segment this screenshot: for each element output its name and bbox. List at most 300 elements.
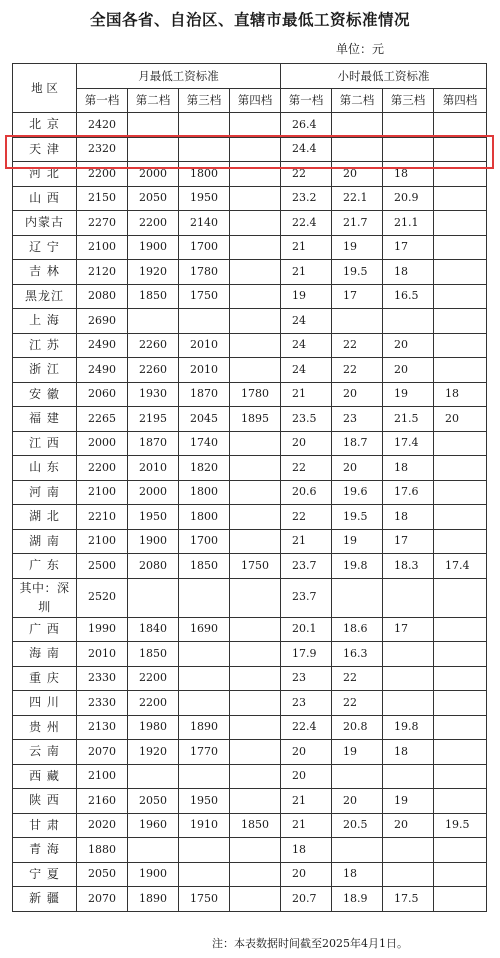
region-name: 北 京	[13, 113, 77, 138]
monthly-wage-cell	[230, 284, 281, 309]
hourly-wage-cell: 20.1	[281, 617, 332, 642]
hourly-wage-cell: 22	[281, 505, 332, 530]
table-row	[13, 715, 487, 740]
hourly-wage-cell: 18	[383, 740, 434, 765]
hourly-wage-cell: 23.7	[281, 554, 332, 579]
table-row	[13, 260, 487, 285]
hourly-wage-cell: 19	[383, 789, 434, 814]
monthly-wage-cell: 1870	[128, 431, 179, 456]
hourly-wage-cell	[383, 666, 434, 691]
hourly-wage-cell	[434, 617, 487, 642]
hourly-wage-cell	[332, 113, 383, 138]
hourly-wage-cell: 21	[281, 529, 332, 554]
hourly-wage-cell: 22.1	[332, 186, 383, 211]
hourly-wage-cell: 20	[281, 740, 332, 765]
table-row	[13, 789, 487, 814]
monthly-wage-cell: 2100	[77, 529, 128, 554]
region-name: 其中：深圳	[13, 578, 77, 617]
monthly-wage-cell: 1900	[128, 862, 179, 887]
hourly-wage-cell: 22	[281, 456, 332, 481]
monthly-wage-cell	[230, 642, 281, 667]
monthly-wage-cell	[230, 309, 281, 334]
hourly-wage-cell: 22	[332, 691, 383, 716]
table-row	[13, 691, 487, 716]
monthly-wage-cell: 1895	[230, 407, 281, 432]
header-monthly: 月最低工资标准	[77, 64, 281, 89]
monthly-wage-cell	[230, 113, 281, 138]
monthly-wage-cell: 2045	[179, 407, 230, 432]
hourly-wage-cell: 20	[434, 407, 487, 432]
region-name: 陕 西	[13, 789, 77, 814]
hourly-wage-cell: 16.3	[332, 642, 383, 667]
monthly-wage-cell	[230, 715, 281, 740]
monthly-wage-cell: 2050	[77, 862, 128, 887]
monthly-wage-cell	[230, 505, 281, 530]
monthly-wage-cell: 2000	[77, 431, 128, 456]
hourly-wage-cell: 18.6	[332, 617, 383, 642]
hourly-wage-cell: 20	[281, 862, 332, 887]
monthly-wage-cell	[230, 358, 281, 383]
table-row	[13, 764, 487, 789]
hourly-wage-cell: 22	[332, 358, 383, 383]
hourly-wage-cell: 18	[383, 456, 434, 481]
monthly-wage-cell: 1920	[128, 740, 179, 765]
hourly-wage-cell: 18.3	[383, 554, 434, 579]
monthly-wage-cell: 1840	[128, 617, 179, 642]
monthly-wage-cell: 2070	[77, 740, 128, 765]
hourly-wage-cell: 17.4	[434, 554, 487, 579]
hourly-wage-cell	[434, 642, 487, 667]
monthly-wage-cell: 2520	[77, 578, 128, 617]
monthly-wage-cell: 2210	[77, 505, 128, 530]
hourly-wage-cell: 17.6	[383, 480, 434, 505]
monthly-wage-cell: 1950	[128, 505, 179, 530]
monthly-wage-cell	[179, 862, 230, 887]
hourly-wage-cell	[434, 715, 487, 740]
hourly-wage-cell: 20.9	[383, 186, 434, 211]
hourly-wage-cell	[434, 887, 487, 912]
region-name: 福 建	[13, 407, 77, 432]
region-name: 河 北	[13, 162, 77, 187]
monthly-wage-cell: 1800	[179, 162, 230, 187]
hourly-wage-cell	[434, 578, 487, 617]
region-name: 黑龙江	[13, 284, 77, 309]
monthly-wage-cell: 2100	[77, 480, 128, 505]
hourly-wage-cell: 21	[281, 382, 332, 407]
monthly-wage-cell: 1990	[77, 617, 128, 642]
table-row	[13, 382, 487, 407]
monthly-wage-cell: 1950	[179, 789, 230, 814]
hourly-wage-cell	[383, 309, 434, 334]
hourly-wage-cell	[434, 235, 487, 260]
header-hourly-tier: 第二档	[332, 89, 383, 113]
hourly-wage-cell: 20.7	[281, 887, 332, 912]
hourly-wage-cell: 20	[281, 764, 332, 789]
hourly-wage-cell: 20.8	[332, 715, 383, 740]
hourly-wage-cell: 21.7	[332, 211, 383, 236]
header-monthly-tier: 第二档	[128, 89, 179, 113]
monthly-wage-cell: 1880	[77, 838, 128, 863]
table-row	[13, 505, 487, 530]
monthly-wage-cell: 1890	[128, 887, 179, 912]
hourly-wage-cell: 21	[281, 789, 332, 814]
hourly-wage-cell: 20	[383, 358, 434, 383]
monthly-wage-cell: 2150	[77, 186, 128, 211]
hourly-wage-cell	[434, 431, 487, 456]
monthly-wage-cell: 1740	[179, 431, 230, 456]
monthly-wage-cell: 1800	[179, 505, 230, 530]
hourly-wage-cell	[434, 162, 487, 187]
hourly-wage-cell: 19	[281, 284, 332, 309]
monthly-wage-cell	[128, 113, 179, 138]
table-row	[13, 431, 487, 456]
hourly-wage-cell	[383, 578, 434, 617]
hourly-wage-cell: 23	[281, 666, 332, 691]
region-name: 山 东	[13, 456, 77, 481]
header-hourly: 小时最低工资标准	[281, 64, 487, 89]
hourly-wage-cell: 18.7	[332, 431, 383, 456]
hourly-wage-cell: 22	[332, 333, 383, 358]
hourly-wage-cell: 17	[383, 617, 434, 642]
monthly-wage-cell: 1930	[128, 382, 179, 407]
hourly-wage-cell	[383, 113, 434, 138]
monthly-wage-cell: 1770	[179, 740, 230, 765]
region-name: 河 南	[13, 480, 77, 505]
monthly-wage-cell: 2260	[128, 358, 179, 383]
table-row	[13, 838, 487, 863]
monthly-wage-cell: 1920	[128, 260, 179, 285]
monthly-wage-cell	[230, 666, 281, 691]
hourly-wage-cell: 18	[434, 382, 487, 407]
hourly-wage-cell: 19.8	[332, 554, 383, 579]
monthly-wage-cell	[128, 137, 179, 162]
hourly-wage-cell: 21.1	[383, 211, 434, 236]
header-monthly-tier: 第三档	[179, 89, 230, 113]
monthly-wage-cell	[179, 691, 230, 716]
hourly-wage-cell	[434, 358, 487, 383]
table-row	[13, 666, 487, 691]
monthly-wage-cell: 1910	[179, 813, 230, 838]
hourly-wage-cell: 20	[332, 789, 383, 814]
hourly-wage-cell: 22	[281, 162, 332, 187]
header-hourly-tier: 第一档	[281, 89, 332, 113]
hourly-wage-cell: 18	[383, 162, 434, 187]
monthly-wage-cell: 1800	[179, 480, 230, 505]
region-name: 江 西	[13, 431, 77, 456]
table-row	[13, 333, 487, 358]
monthly-wage-cell: 1750	[179, 284, 230, 309]
monthly-wage-cell	[179, 642, 230, 667]
hourly-wage-cell: 21	[281, 260, 332, 285]
hourly-wage-cell	[434, 284, 487, 309]
monthly-wage-cell: 2330	[77, 666, 128, 691]
table-row	[13, 186, 487, 211]
monthly-wage-cell: 2000	[128, 480, 179, 505]
hourly-wage-cell: 22	[332, 666, 383, 691]
hourly-wage-cell: 21.5	[383, 407, 434, 432]
hourly-wage-cell	[434, 666, 487, 691]
region-name: 内蒙古	[13, 211, 77, 236]
hourly-wage-cell: 20	[383, 333, 434, 358]
monthly-wage-cell	[230, 211, 281, 236]
monthly-wage-cell: 2260	[128, 333, 179, 358]
monthly-wage-cell: 1820	[179, 456, 230, 481]
monthly-wage-cell	[179, 137, 230, 162]
region-name: 湖 南	[13, 529, 77, 554]
hourly-wage-cell: 21	[281, 813, 332, 838]
monthly-wage-cell: 2490	[77, 358, 128, 383]
monthly-wage-cell	[230, 186, 281, 211]
hourly-wage-cell	[332, 309, 383, 334]
hourly-wage-cell: 20.5	[332, 813, 383, 838]
monthly-wage-cell: 1750	[230, 554, 281, 579]
hourly-wage-cell: 21	[281, 235, 332, 260]
monthly-wage-cell	[230, 789, 281, 814]
table-row	[13, 887, 487, 912]
monthly-wage-cell: 2130	[77, 715, 128, 740]
region-name: 甘 肃	[13, 813, 77, 838]
hourly-wage-cell: 23	[332, 407, 383, 432]
monthly-wage-cell: 2500	[77, 554, 128, 579]
table-row	[13, 813, 487, 838]
monthly-wage-cell: 2690	[77, 309, 128, 334]
monthly-wage-cell	[128, 578, 179, 617]
monthly-wage-cell: 2120	[77, 260, 128, 285]
header-monthly-tier: 第一档	[77, 89, 128, 113]
hourly-wage-cell	[434, 740, 487, 765]
hourly-wage-cell: 17.9	[281, 642, 332, 667]
table-row	[13, 235, 487, 260]
monthly-wage-cell: 2050	[128, 789, 179, 814]
region-name: 云 南	[13, 740, 77, 765]
header-region: 地 区	[13, 64, 77, 113]
region-name: 海 南	[13, 642, 77, 667]
monthly-wage-cell: 2010	[77, 642, 128, 667]
hourly-wage-cell: 23.5	[281, 407, 332, 432]
hourly-wage-cell: 23.7	[281, 578, 332, 617]
region-name: 贵 州	[13, 715, 77, 740]
region-name: 山 西	[13, 186, 77, 211]
hourly-wage-cell: 17	[383, 235, 434, 260]
hourly-wage-cell	[332, 578, 383, 617]
monthly-wage-cell: 2200	[77, 456, 128, 481]
hourly-wage-cell: 18.9	[332, 887, 383, 912]
region-name: 广 东	[13, 554, 77, 579]
hourly-wage-cell	[434, 113, 487, 138]
monthly-wage-cell: 2200	[128, 666, 179, 691]
hourly-wage-cell	[332, 137, 383, 162]
monthly-wage-cell	[230, 529, 281, 554]
monthly-wage-cell: 2100	[77, 764, 128, 789]
table-row	[13, 554, 487, 579]
hourly-wage-cell: 20	[332, 382, 383, 407]
hourly-wage-cell: 22.4	[281, 211, 332, 236]
hourly-wage-cell	[434, 789, 487, 814]
monthly-wage-cell: 2010	[179, 358, 230, 383]
monthly-wage-cell	[230, 578, 281, 617]
hourly-wage-cell	[332, 764, 383, 789]
hourly-wage-cell	[383, 764, 434, 789]
monthly-wage-cell: 1780	[230, 382, 281, 407]
hourly-wage-cell	[383, 862, 434, 887]
hourly-wage-cell: 16.5	[383, 284, 434, 309]
table-row	[13, 529, 487, 554]
monthly-wage-cell: 2080	[77, 284, 128, 309]
table-row	[13, 309, 487, 334]
hourly-wage-cell: 20	[332, 456, 383, 481]
hourly-wage-cell	[434, 186, 487, 211]
monthly-wage-cell: 2490	[77, 333, 128, 358]
monthly-wage-cell	[230, 333, 281, 358]
hourly-wage-cell: 19	[383, 382, 434, 407]
monthly-wage-cell	[230, 137, 281, 162]
hourly-wage-cell: 17.4	[383, 431, 434, 456]
header-monthly-tier: 第四档	[230, 89, 281, 113]
hourly-wage-cell: 19.5	[434, 813, 487, 838]
monthly-wage-cell	[230, 456, 281, 481]
region-name: 浙 江	[13, 358, 77, 383]
monthly-wage-cell: 2100	[77, 235, 128, 260]
monthly-wage-cell: 2330	[77, 691, 128, 716]
table-row	[13, 480, 487, 505]
monthly-wage-cell: 2050	[128, 186, 179, 211]
region-name: 青 海	[13, 838, 77, 863]
hourly-wage-cell	[434, 260, 487, 285]
monthly-wage-cell	[230, 887, 281, 912]
monthly-wage-cell: 2010	[179, 333, 230, 358]
monthly-wage-cell: 1850	[128, 284, 179, 309]
hourly-wage-cell	[383, 691, 434, 716]
monthly-wage-cell	[128, 764, 179, 789]
monthly-wage-cell: 1750	[179, 887, 230, 912]
table-row	[13, 617, 487, 642]
region-name: 湖 北	[13, 505, 77, 530]
monthly-wage-cell	[179, 764, 230, 789]
monthly-wage-cell	[230, 740, 281, 765]
hourly-wage-cell	[332, 838, 383, 863]
monthly-wage-cell: 2060	[77, 382, 128, 407]
monthly-wage-cell: 1900	[128, 529, 179, 554]
monthly-wage-cell: 1850	[179, 554, 230, 579]
monthly-wage-cell: 1780	[179, 260, 230, 285]
hourly-wage-cell	[383, 838, 434, 863]
hourly-wage-cell: 20	[383, 813, 434, 838]
monthly-wage-cell: 1850	[128, 642, 179, 667]
table-row	[13, 740, 487, 765]
monthly-wage-cell: 1850	[230, 813, 281, 838]
monthly-wage-cell: 2000	[128, 162, 179, 187]
region-name: 新 疆	[13, 887, 77, 912]
monthly-wage-cell: 2265	[77, 407, 128, 432]
region-name: 广 西	[13, 617, 77, 642]
unit-label: 单位：元	[336, 42, 385, 56]
table-row	[13, 862, 487, 887]
region-name: 上 海	[13, 309, 77, 334]
monthly-wage-cell: 1950	[179, 186, 230, 211]
hourly-wage-cell: 17.5	[383, 887, 434, 912]
monthly-wage-cell	[230, 617, 281, 642]
table-row	[13, 284, 487, 309]
monthly-wage-cell	[230, 260, 281, 285]
hourly-wage-cell: 19	[332, 235, 383, 260]
region-name: 江 苏	[13, 333, 77, 358]
hourly-wage-cell: 19.5	[332, 260, 383, 285]
monthly-wage-cell: 2200	[77, 162, 128, 187]
hourly-wage-cell	[434, 480, 487, 505]
monthly-wage-cell: 2080	[128, 554, 179, 579]
hourly-wage-cell: 18	[383, 505, 434, 530]
monthly-wage-cell: 2160	[77, 789, 128, 814]
monthly-wage-cell	[179, 666, 230, 691]
hourly-wage-cell: 24	[281, 333, 332, 358]
monthly-wage-cell: 1870	[179, 382, 230, 407]
hourly-wage-cell: 19	[332, 740, 383, 765]
monthly-wage-cell: 1690	[179, 617, 230, 642]
monthly-wage-cell	[179, 838, 230, 863]
region-name: 辽 宁	[13, 235, 77, 260]
table-row	[13, 137, 487, 162]
page-title: 全国各省、自治区、直辖市最低工资标准情况	[89, 11, 410, 29]
monthly-wage-cell	[230, 838, 281, 863]
region-name: 西 藏	[13, 764, 77, 789]
monthly-wage-cell: 2140	[179, 211, 230, 236]
hourly-wage-cell	[434, 211, 487, 236]
hourly-wage-cell: 24	[281, 309, 332, 334]
hourly-wage-cell: 18	[383, 260, 434, 285]
monthly-wage-cell: 2320	[77, 137, 128, 162]
hourly-wage-cell: 24.4	[281, 137, 332, 162]
region-name: 天 津	[13, 137, 77, 162]
monthly-wage-cell	[179, 578, 230, 617]
table-row	[13, 113, 487, 138]
hourly-wage-cell	[434, 505, 487, 530]
monthly-wage-cell: 1900	[128, 235, 179, 260]
hourly-wage-cell	[434, 333, 487, 358]
monthly-wage-cell: 2195	[128, 407, 179, 432]
table-row	[13, 358, 487, 383]
monthly-wage-cell: 2070	[77, 887, 128, 912]
monthly-wage-cell: 1890	[179, 715, 230, 740]
hourly-wage-cell	[434, 456, 487, 481]
monthly-wage-cell	[230, 431, 281, 456]
region-name: 重 庆	[13, 666, 77, 691]
hourly-wage-cell: 20	[332, 162, 383, 187]
hourly-wage-cell: 26.4	[281, 113, 332, 138]
monthly-wage-cell	[230, 862, 281, 887]
region-name: 安 徽	[13, 382, 77, 407]
monthly-wage-cell	[179, 113, 230, 138]
hourly-wage-cell: 20	[281, 431, 332, 456]
monthly-wage-cell: 2020	[77, 813, 128, 838]
hourly-wage-cell	[434, 838, 487, 863]
table-row	[13, 162, 487, 187]
monthly-wage-cell: 1960	[128, 813, 179, 838]
monthly-wage-cell	[179, 309, 230, 334]
region-name: 吉 林	[13, 260, 77, 285]
hourly-wage-cell: 18	[281, 838, 332, 863]
table-row	[13, 578, 487, 617]
hourly-wage-cell: 20.6	[281, 480, 332, 505]
hourly-wage-cell	[434, 764, 487, 789]
monthly-wage-cell: 1700	[179, 235, 230, 260]
monthly-wage-cell	[230, 235, 281, 260]
hourly-wage-cell: 19.8	[383, 715, 434, 740]
monthly-wage-cell	[230, 691, 281, 716]
hourly-wage-cell: 17	[332, 284, 383, 309]
monthly-wage-cell	[128, 309, 179, 334]
hourly-wage-cell: 22.4	[281, 715, 332, 740]
table-row	[13, 407, 487, 432]
